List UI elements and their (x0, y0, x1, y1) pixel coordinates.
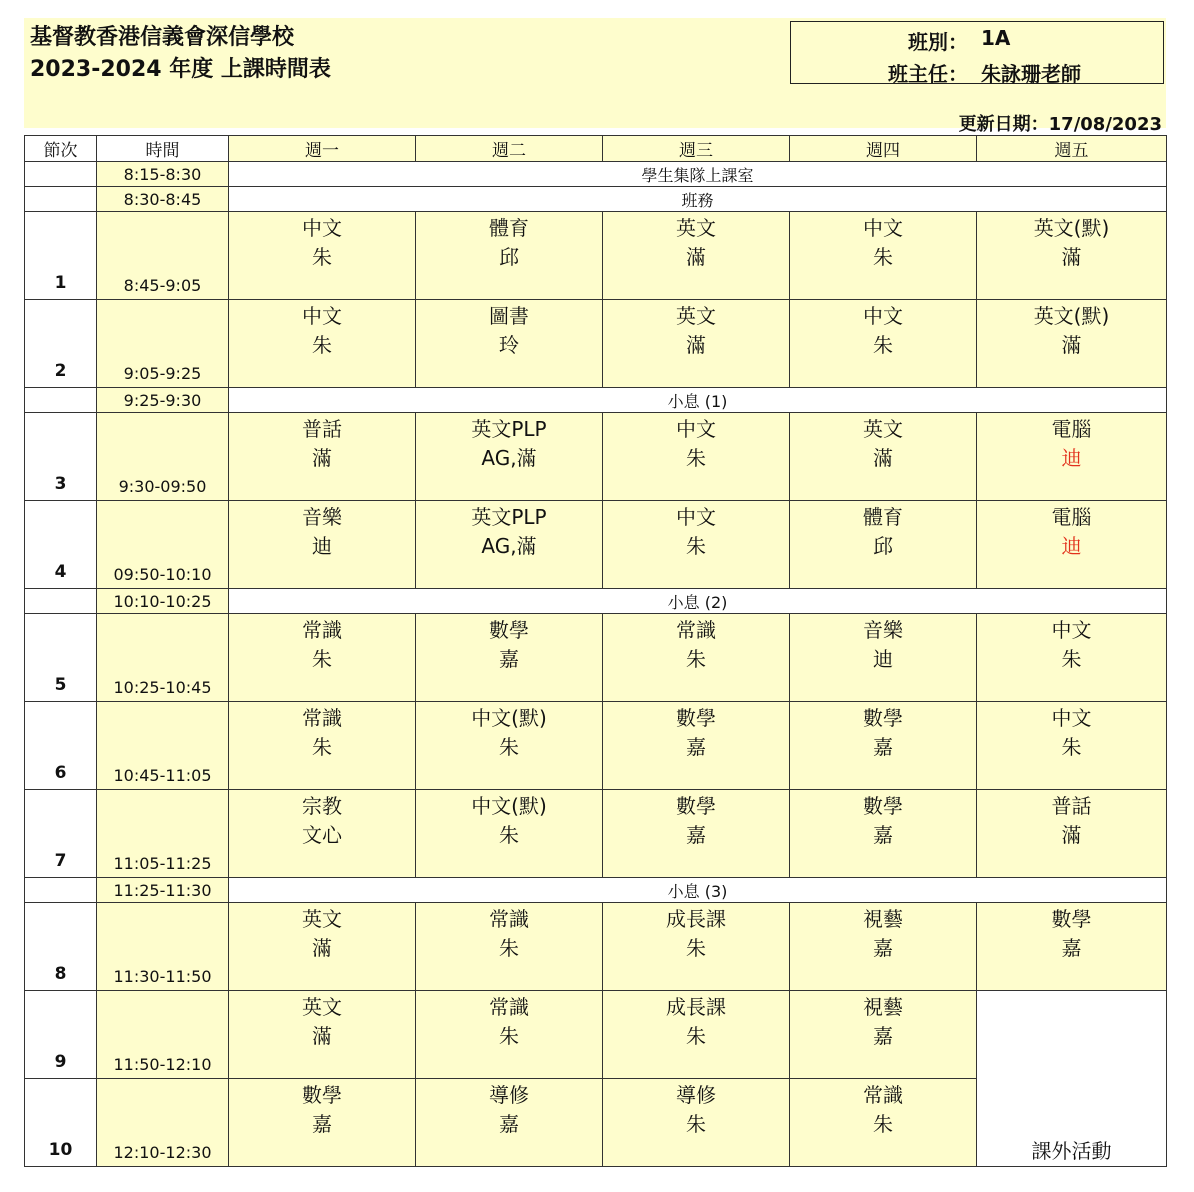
teacher-text: 朱 (686, 534, 706, 558)
time-cell: 8:45-9:05 (97, 212, 229, 300)
lesson-cell (977, 300, 1167, 388)
teacher-text: 滿 (312, 1024, 332, 1048)
break-label: 學生集隊上課室 (229, 162, 1167, 187)
subject-text: 圖書 (489, 304, 529, 328)
subject-text: 體育 (489, 216, 529, 240)
subject-text: 英文 (676, 216, 716, 240)
subject-text: 成長課 (666, 907, 726, 931)
subject-text: 常識 (676, 618, 716, 642)
period-cell: 7 (25, 790, 97, 878)
break-label: 小息 (1) (229, 388, 1167, 413)
period-cell: 8 (25, 903, 97, 991)
lesson-cell (790, 413, 977, 501)
lesson-cell (790, 903, 977, 991)
teacher-text: 朱 (686, 647, 706, 671)
lesson-row (25, 702, 1167, 790)
teacher-text: 嘉 (873, 823, 893, 847)
subject-text: 中文 (1051, 618, 1092, 642)
teacher-text: 迪 (1061, 534, 1082, 558)
subject-text: 普話 (302, 417, 342, 441)
lesson-cell (229, 212, 416, 300)
teacher-text: 嘉 (873, 936, 893, 960)
subject-text: 常識 (302, 706, 342, 730)
updated-date: 更新日期：17/08/2023 (958, 114, 1162, 135)
lesson-cell (416, 903, 603, 991)
subject-text: 英文 (302, 907, 342, 931)
lesson-cell (416, 790, 603, 878)
period-cell (25, 878, 97, 903)
column-header: 週二 (416, 136, 603, 162)
subject-text: 中文 (302, 304, 342, 328)
lesson-cell (416, 501, 603, 589)
subject-text: 英文 (863, 417, 903, 441)
teacher-text: 嘉 (686, 823, 706, 847)
lesson-cell (416, 614, 603, 702)
lesson-cell (229, 413, 416, 501)
column-header: 週五 (977, 136, 1167, 162)
subject-text: 英文 (676, 304, 716, 328)
period-cell: 10 (25, 1079, 97, 1167)
subject-text: 常識 (489, 907, 529, 931)
lesson-cell (603, 991, 790, 1079)
period-cell (25, 187, 97, 212)
lesson-cell (603, 212, 790, 300)
lesson-cell (229, 501, 416, 589)
lesson-cell (229, 702, 416, 790)
break-label: 小息 (2) (229, 589, 1167, 614)
lesson-cell (416, 413, 603, 501)
lesson-cell (603, 790, 790, 878)
subject-text: 常識 (489, 995, 529, 1019)
lesson-cell (229, 790, 416, 878)
lesson-cell (603, 300, 790, 388)
subject-text: 中文(默) (471, 706, 547, 730)
lesson-cell (977, 790, 1167, 878)
subject-text: 英文 (302, 995, 342, 1019)
subject-text: 常識 (302, 618, 342, 642)
timetable-subtitle: 2023-2024 年度 上課時間表 (30, 57, 331, 82)
period-cell (25, 589, 97, 614)
teacher-text: 嘉 (873, 1024, 893, 1048)
time-cell: 11:25-11:30 (97, 878, 229, 903)
lesson-cell (229, 903, 416, 991)
lesson-cell (790, 300, 977, 388)
time-cell: 9:25-9:30 (97, 388, 229, 413)
teacher-text: 朱 (312, 647, 332, 671)
teacher-text: 朱 (686, 1024, 706, 1048)
lesson-row (25, 501, 1167, 589)
teacher-text: AG,滿 (481, 534, 537, 558)
lesson-cell (977, 501, 1167, 589)
subject-text: 數學 (863, 706, 903, 730)
subject-text: 電腦 (1051, 505, 1092, 529)
lesson-row (25, 991, 1167, 1079)
teacher-text: 朱 (312, 245, 332, 269)
subject-text: 導修 (676, 1083, 716, 1107)
extracurricular-cell: 課外活動 (977, 991, 1167, 1167)
time-cell: 11:05-11:25 (97, 790, 229, 878)
teacher-text: 朱 (312, 333, 332, 357)
time-cell: 09:50-10:10 (97, 501, 229, 589)
time-cell: 12:10-12:30 (97, 1079, 229, 1167)
teacher-text: 朱 (1061, 735, 1082, 759)
teacher-text: 朱 (873, 1112, 893, 1136)
teacher-text: 嘉 (1061, 936, 1082, 960)
teacher-text: 朱 (686, 936, 706, 960)
lesson-cell (603, 614, 790, 702)
lesson-cell (603, 1079, 790, 1167)
teacher-text: 朱 (499, 936, 519, 960)
subject-text: 英文(默) (1033, 304, 1110, 328)
teacher-text: 嘉 (312, 1112, 332, 1136)
lesson-cell (416, 702, 603, 790)
subject-text: 數學 (863, 794, 903, 818)
teacher-text: 滿 (873, 446, 893, 470)
teacher-text: 迪 (312, 534, 332, 558)
teacher-text: 滿 (312, 446, 332, 470)
period-cell: 2 (25, 300, 97, 388)
form-teacher-label: 班主任： (888, 62, 968, 86)
subject-text: 中文 (302, 216, 342, 240)
class-label: 班別： (908, 30, 968, 54)
lesson-cell (229, 1079, 416, 1167)
lesson-cell (977, 614, 1167, 702)
lesson-cell (790, 991, 977, 1079)
class-info-box (790, 21, 1164, 84)
lesson-row (25, 614, 1167, 702)
lesson-cell (229, 991, 416, 1079)
subject-text: 數學 (489, 618, 529, 642)
time-cell: 10:10-10:25 (97, 589, 229, 614)
form-teacher-value: 朱詠珊老師 (981, 62, 1081, 86)
subject-text: 數學 (1051, 907, 1092, 931)
lesson-cell (603, 702, 790, 790)
lesson-row (25, 903, 1167, 991)
period-cell (25, 162, 97, 187)
time-cell: 8:15-8:30 (97, 162, 229, 187)
time-cell: 11:30-11:50 (97, 903, 229, 991)
subject-text: 普話 (1051, 794, 1092, 818)
subject-text: 中文 (1051, 706, 1092, 730)
teacher-text: 邱 (873, 534, 893, 558)
time-cell: 9:30-09:50 (97, 413, 229, 501)
teacher-text: 朱 (686, 1112, 706, 1136)
subject-text: 中文(默) (471, 794, 547, 818)
teacher-text: 嘉 (499, 1112, 519, 1136)
teacher-text: 朱 (873, 333, 893, 357)
teacher-text: 朱 (499, 823, 519, 847)
teacher-text: 滿 (1061, 823, 1082, 847)
teacher-text: 朱 (499, 1024, 519, 1048)
teacher-text: 玲 (499, 333, 519, 357)
lesson-cell (603, 501, 790, 589)
teacher-text: 嘉 (686, 735, 706, 759)
subject-text: 數學 (302, 1083, 342, 1107)
break-row (25, 589, 1167, 614)
header-row (25, 136, 1167, 162)
teacher-text: 嘉 (499, 647, 519, 671)
subject-text: 中文 (676, 417, 716, 441)
break-row (25, 187, 1167, 212)
lesson-cell (977, 212, 1167, 300)
break-row (25, 878, 1167, 903)
school-title-block (30, 22, 331, 86)
teacher-text: 迪 (873, 647, 893, 671)
teacher-text: 邱 (499, 245, 519, 269)
subject-text: 體育 (863, 505, 903, 529)
column-header: 週三 (603, 136, 790, 162)
lesson-cell (977, 702, 1167, 790)
subject-text: 中文 (863, 216, 903, 240)
lesson-cell (790, 614, 977, 702)
subject-text: 數學 (676, 794, 716, 818)
subject-text: 中文 (676, 505, 716, 529)
class-value: 1A (981, 26, 1011, 50)
lesson-row (25, 413, 1167, 501)
lesson-cell (977, 903, 1167, 991)
lesson-cell (416, 991, 603, 1079)
subject-text: 音樂 (863, 618, 903, 642)
lesson-cell (790, 212, 977, 300)
time-cell: 11:50-12:10 (97, 991, 229, 1079)
lesson-row (25, 300, 1167, 388)
lesson-cell (416, 212, 603, 300)
time-cell: 10:45-11:05 (97, 702, 229, 790)
teacher-text: 滿 (686, 245, 706, 269)
subject-text: 英文(默) (1033, 216, 1110, 240)
column-header: 時間 (97, 136, 229, 162)
subject-text: 導修 (489, 1083, 529, 1107)
break-row (25, 388, 1167, 413)
teacher-text: 文心 (302, 823, 342, 847)
lesson-cell (229, 300, 416, 388)
subject-text: 視藝 (863, 907, 903, 931)
subject-text: 英文PLP (471, 505, 547, 529)
lesson-row (25, 790, 1167, 878)
period-cell: 5 (25, 614, 97, 702)
lesson-cell (603, 413, 790, 501)
subject-text: 宗教 (302, 794, 342, 818)
timetable (24, 135, 1167, 1167)
teacher-text: 滿 (686, 333, 706, 357)
teacher-text: 迪 (1061, 446, 1082, 470)
period-cell: 9 (25, 991, 97, 1079)
subject-text: 電腦 (1051, 417, 1092, 441)
teacher-text: 滿 (1061, 333, 1082, 357)
period-cell: 4 (25, 501, 97, 589)
lesson-cell (416, 300, 603, 388)
lesson-cell (790, 702, 977, 790)
lesson-cell (416, 1079, 603, 1167)
subject-text: 中文 (863, 304, 903, 328)
lesson-cell (790, 1079, 977, 1167)
column-header: 週一 (229, 136, 416, 162)
period-cell (25, 388, 97, 413)
period-cell: 3 (25, 413, 97, 501)
lesson-row (25, 212, 1167, 300)
break-row (25, 162, 1167, 187)
break-label: 班務 (229, 187, 1167, 212)
teacher-text: 嘉 (873, 735, 893, 759)
break-label: 小息 (3) (229, 878, 1167, 903)
teacher-text: 朱 (312, 735, 332, 759)
time-cell: 8:30-8:45 (97, 187, 229, 212)
lesson-cell (603, 903, 790, 991)
subject-text: 成長課 (666, 995, 726, 1019)
lesson-cell (790, 501, 977, 589)
subject-text: 英文PLP (471, 417, 547, 441)
teacher-text: 滿 (1061, 245, 1082, 269)
lesson-cell (977, 413, 1167, 501)
period-cell: 1 (25, 212, 97, 300)
lesson-cell (229, 614, 416, 702)
teacher-text: 朱 (873, 245, 893, 269)
school-name: 基督教香港信義會深信學校 (30, 25, 295, 50)
column-header: 週四 (790, 136, 977, 162)
subject-text: 常識 (863, 1083, 903, 1107)
subject-text: 數學 (676, 706, 716, 730)
teacher-text: 朱 (1061, 647, 1082, 671)
teacher-text: 朱 (499, 735, 519, 759)
period-cell: 6 (25, 702, 97, 790)
teacher-text: 滿 (312, 936, 332, 960)
subject-text: 音樂 (302, 505, 342, 529)
column-header: 節次 (25, 136, 97, 162)
time-cell: 10:25-10:45 (97, 614, 229, 702)
teacher-text: 朱 (686, 446, 706, 470)
subject-text: 視藝 (863, 995, 903, 1019)
lesson-cell (790, 790, 977, 878)
time-cell: 9:05-9:25 (97, 300, 229, 388)
teacher-text: AG,滿 (481, 446, 537, 470)
